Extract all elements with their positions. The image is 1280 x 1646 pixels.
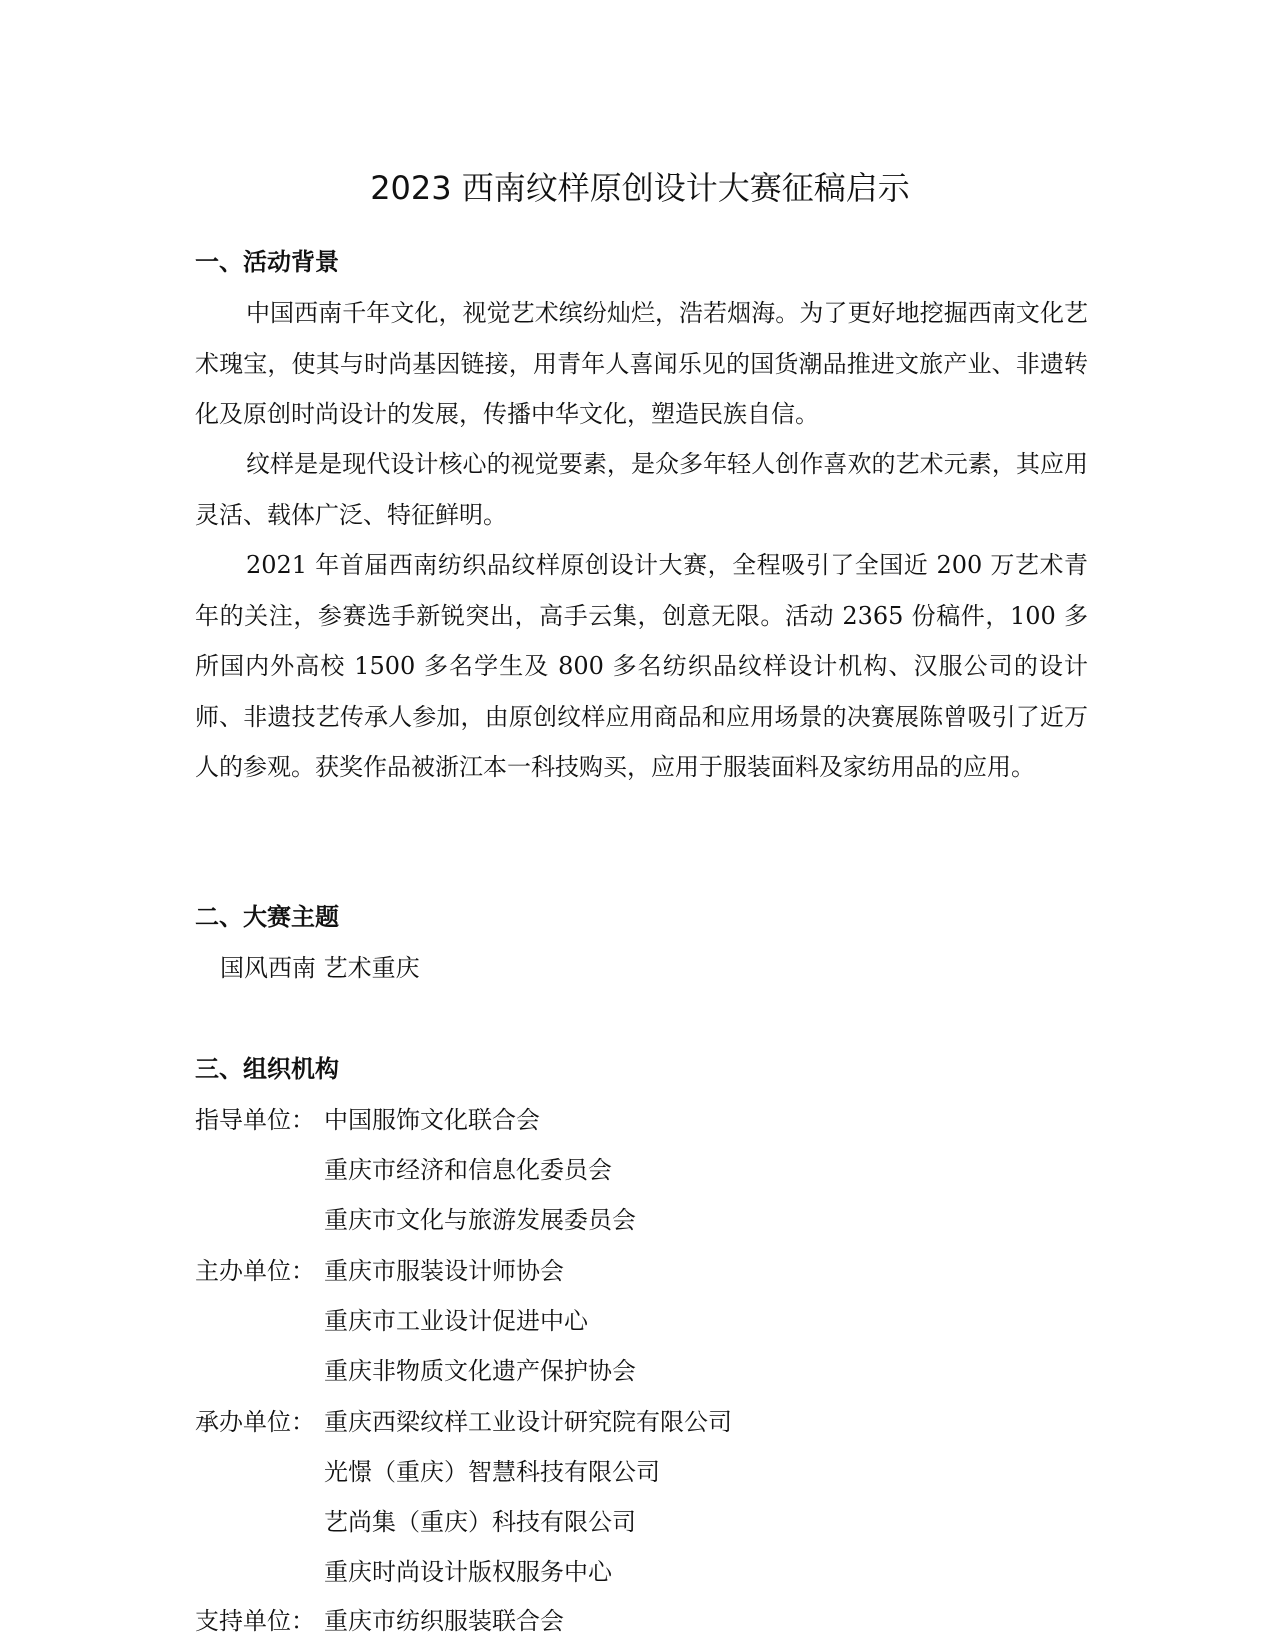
- organizer-unit-org: 重庆时尚设计版权服务中心: [324, 1558, 612, 1586]
- paragraph-background-1: 中国西南千年文化，视觉艺术缤纷灿烂，浩若烟海。为了更好地挖掘西南文化艺术瑰宝，使其与时尚基因链接，用青年人喜闻乐见的国货潮品推进文旅产业、非遗转化及原创时尚设计的发展，传播中华文化，塑造民族自信。: [195, 299, 1088, 428]
- section-heading-theme: 二、大赛主题: [195, 903, 339, 931]
- section-heading-organization: 三、组织机构: [195, 1055, 339, 1083]
- guide-unit-org: 重庆市经济和信息化委员会: [324, 1156, 612, 1184]
- host-unit-org: 重庆非物质文化遗产保护协会: [324, 1357, 636, 1385]
- contest-theme: 国风西南 艺术重庆: [220, 954, 420, 982]
- host-unit-org: 重庆市服装设计师协会: [324, 1257, 564, 1285]
- paragraph-background-3: 2021 年首届西南纺织品纹样原创设计大赛，全程吸引了全国近 200 万艺术青年的关注，参赛选手新锐突出，高手云集，创意无限。活动 2365 份稿件，100 多所国内外高校 1500 多名学生及 800 多名纺织品纹样设计机构、汉服公司的设计师、非遗技艺传承人参加，由原创纹样应用商品和应用场景的决赛展陈曾吸引了近万人的参观。获奖作品被浙江本一科技购买，应用于服装面料及家纺用品的应用。: [195, 551, 1088, 781]
- paragraph-background-2: 纹样是是现代设计核心的视觉要素，是众多年轻人创作喜欢的艺术元素，其应用灵活、载体广泛、特征鲜明。: [195, 450, 1088, 529]
- page-title: 2023 西南纹样原创设计大赛征稿启示: [370, 169, 910, 207]
- organizer-unit-org: 艺尚集（重庆）科技有限公司: [324, 1508, 636, 1536]
- organizer-unit-org: 重庆西梁纹样工业设计研究院有限公司: [324, 1408, 732, 1436]
- organizer-unit-label: 承办单位：: [195, 1408, 315, 1436]
- support-unit-label: 支持单位：: [195, 1607, 315, 1635]
- organizer-unit-org: 光憬（重庆）智慧科技有限公司: [324, 1458, 660, 1486]
- guide-unit-org: 重庆市文化与旅游发展委员会: [324, 1206, 636, 1234]
- guide-unit-label: 指导单位：: [195, 1106, 315, 1134]
- section-heading-background: 一、活动背景: [195, 248, 339, 276]
- host-unit-org: 重庆市工业设计促进中心: [324, 1307, 588, 1335]
- support-unit-org: 重庆市纺织服装联合会: [324, 1607, 564, 1635]
- guide-unit-org: 中国服饰文化联合会: [324, 1106, 540, 1134]
- host-unit-label: 主办单位：: [195, 1257, 315, 1285]
